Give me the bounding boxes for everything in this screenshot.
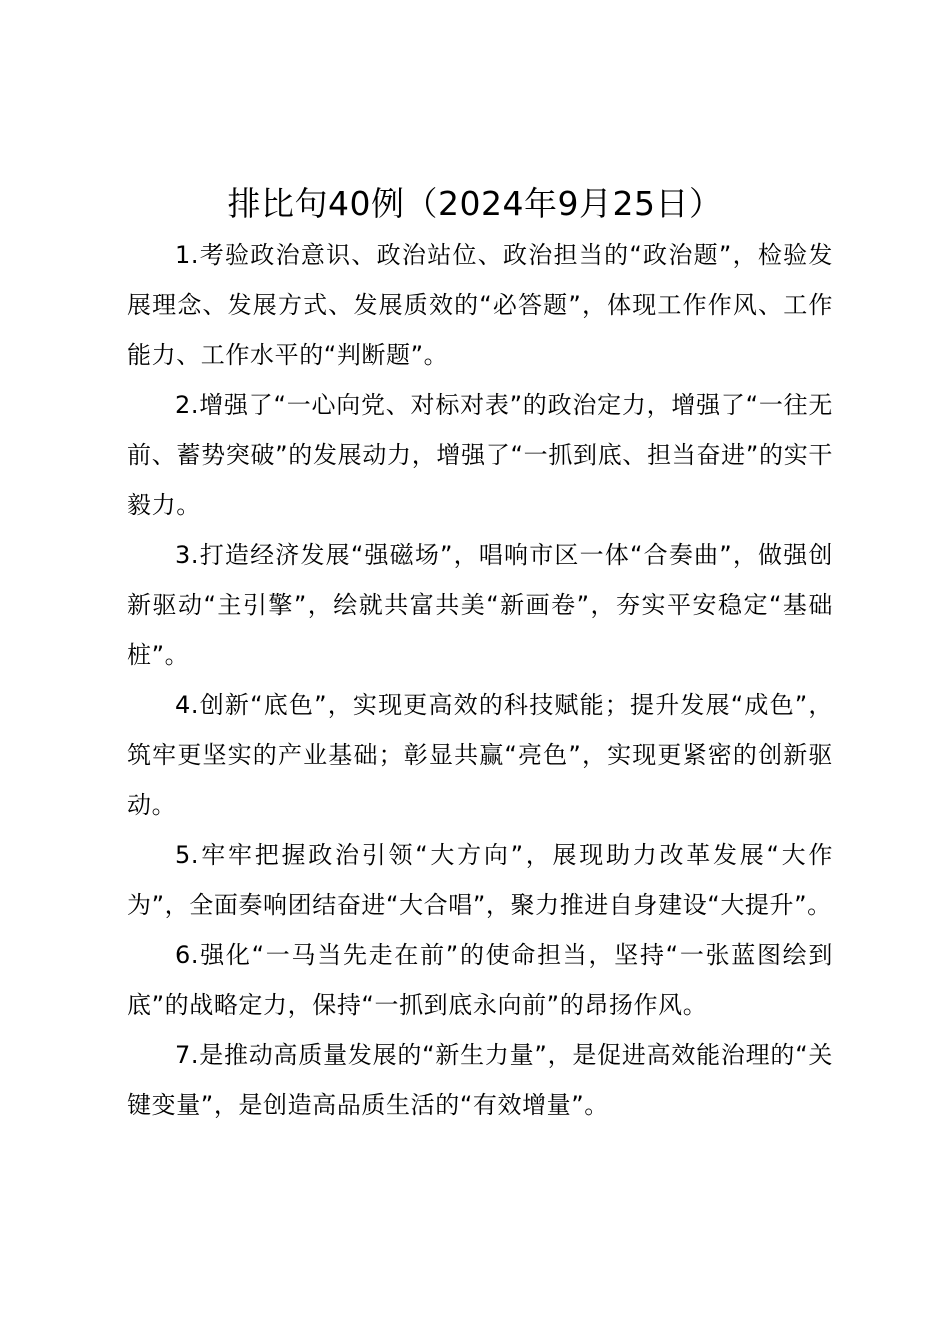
- paragraph-4: 4.创新“底色”，实现更高效的科技赋能；提升发展“成色”，筑牢更坚实的产业基础；彰显共赢“亮色”，实现更紧密的创新驱动。: [127, 691, 833, 819]
- paragraph-5: 5.牢牢把握政治引领“大方向”，展现助力改革发展“大作为”，全面奏响团结奋进“大合唱”，聚力推进自身建设“大提升”。: [127, 841, 833, 919]
- paragraph-7: 7.是推动高质量发展的“新生力量”，是促进高效能治理的“关键变量”，是创造高品质生活的“有效增量”。: [127, 1041, 833, 1119]
- document-body: [127, 230, 833, 1130]
- document-title: 排比句40例（2024年9月25日）: [227, 184, 723, 223]
- paragraph-6: 6.强化“一马当先走在前”的使命担当，坚持“一张蓝图绘到底”的战略定力，保持“一抓到底永向前”的昂扬作风。: [127, 941, 833, 1019]
- paragraph-1: 1.考验政治意识、政治站位、政治担当的“政治题”，检验发展理念、发展方式、发展质效的“必答题”，体现工作作风、工作能力、工作水平的“判断题”。: [127, 241, 833, 369]
- paragraph-2: 2.增强了“一心向党、对标对表”的政治定力，增强了“一往无前、蓄势突破”的发展动力，增强了“一抓到底、担当奋进”的实干毅力。: [127, 391, 833, 519]
- paragraph-3: 3.打造经济发展“强磁场”，唱响市区一体“合奏曲”，做强创新驱动“主引擎”，绘就共富共美“新画卷”，夯实平安稳定“基础桩”。: [127, 541, 833, 669]
